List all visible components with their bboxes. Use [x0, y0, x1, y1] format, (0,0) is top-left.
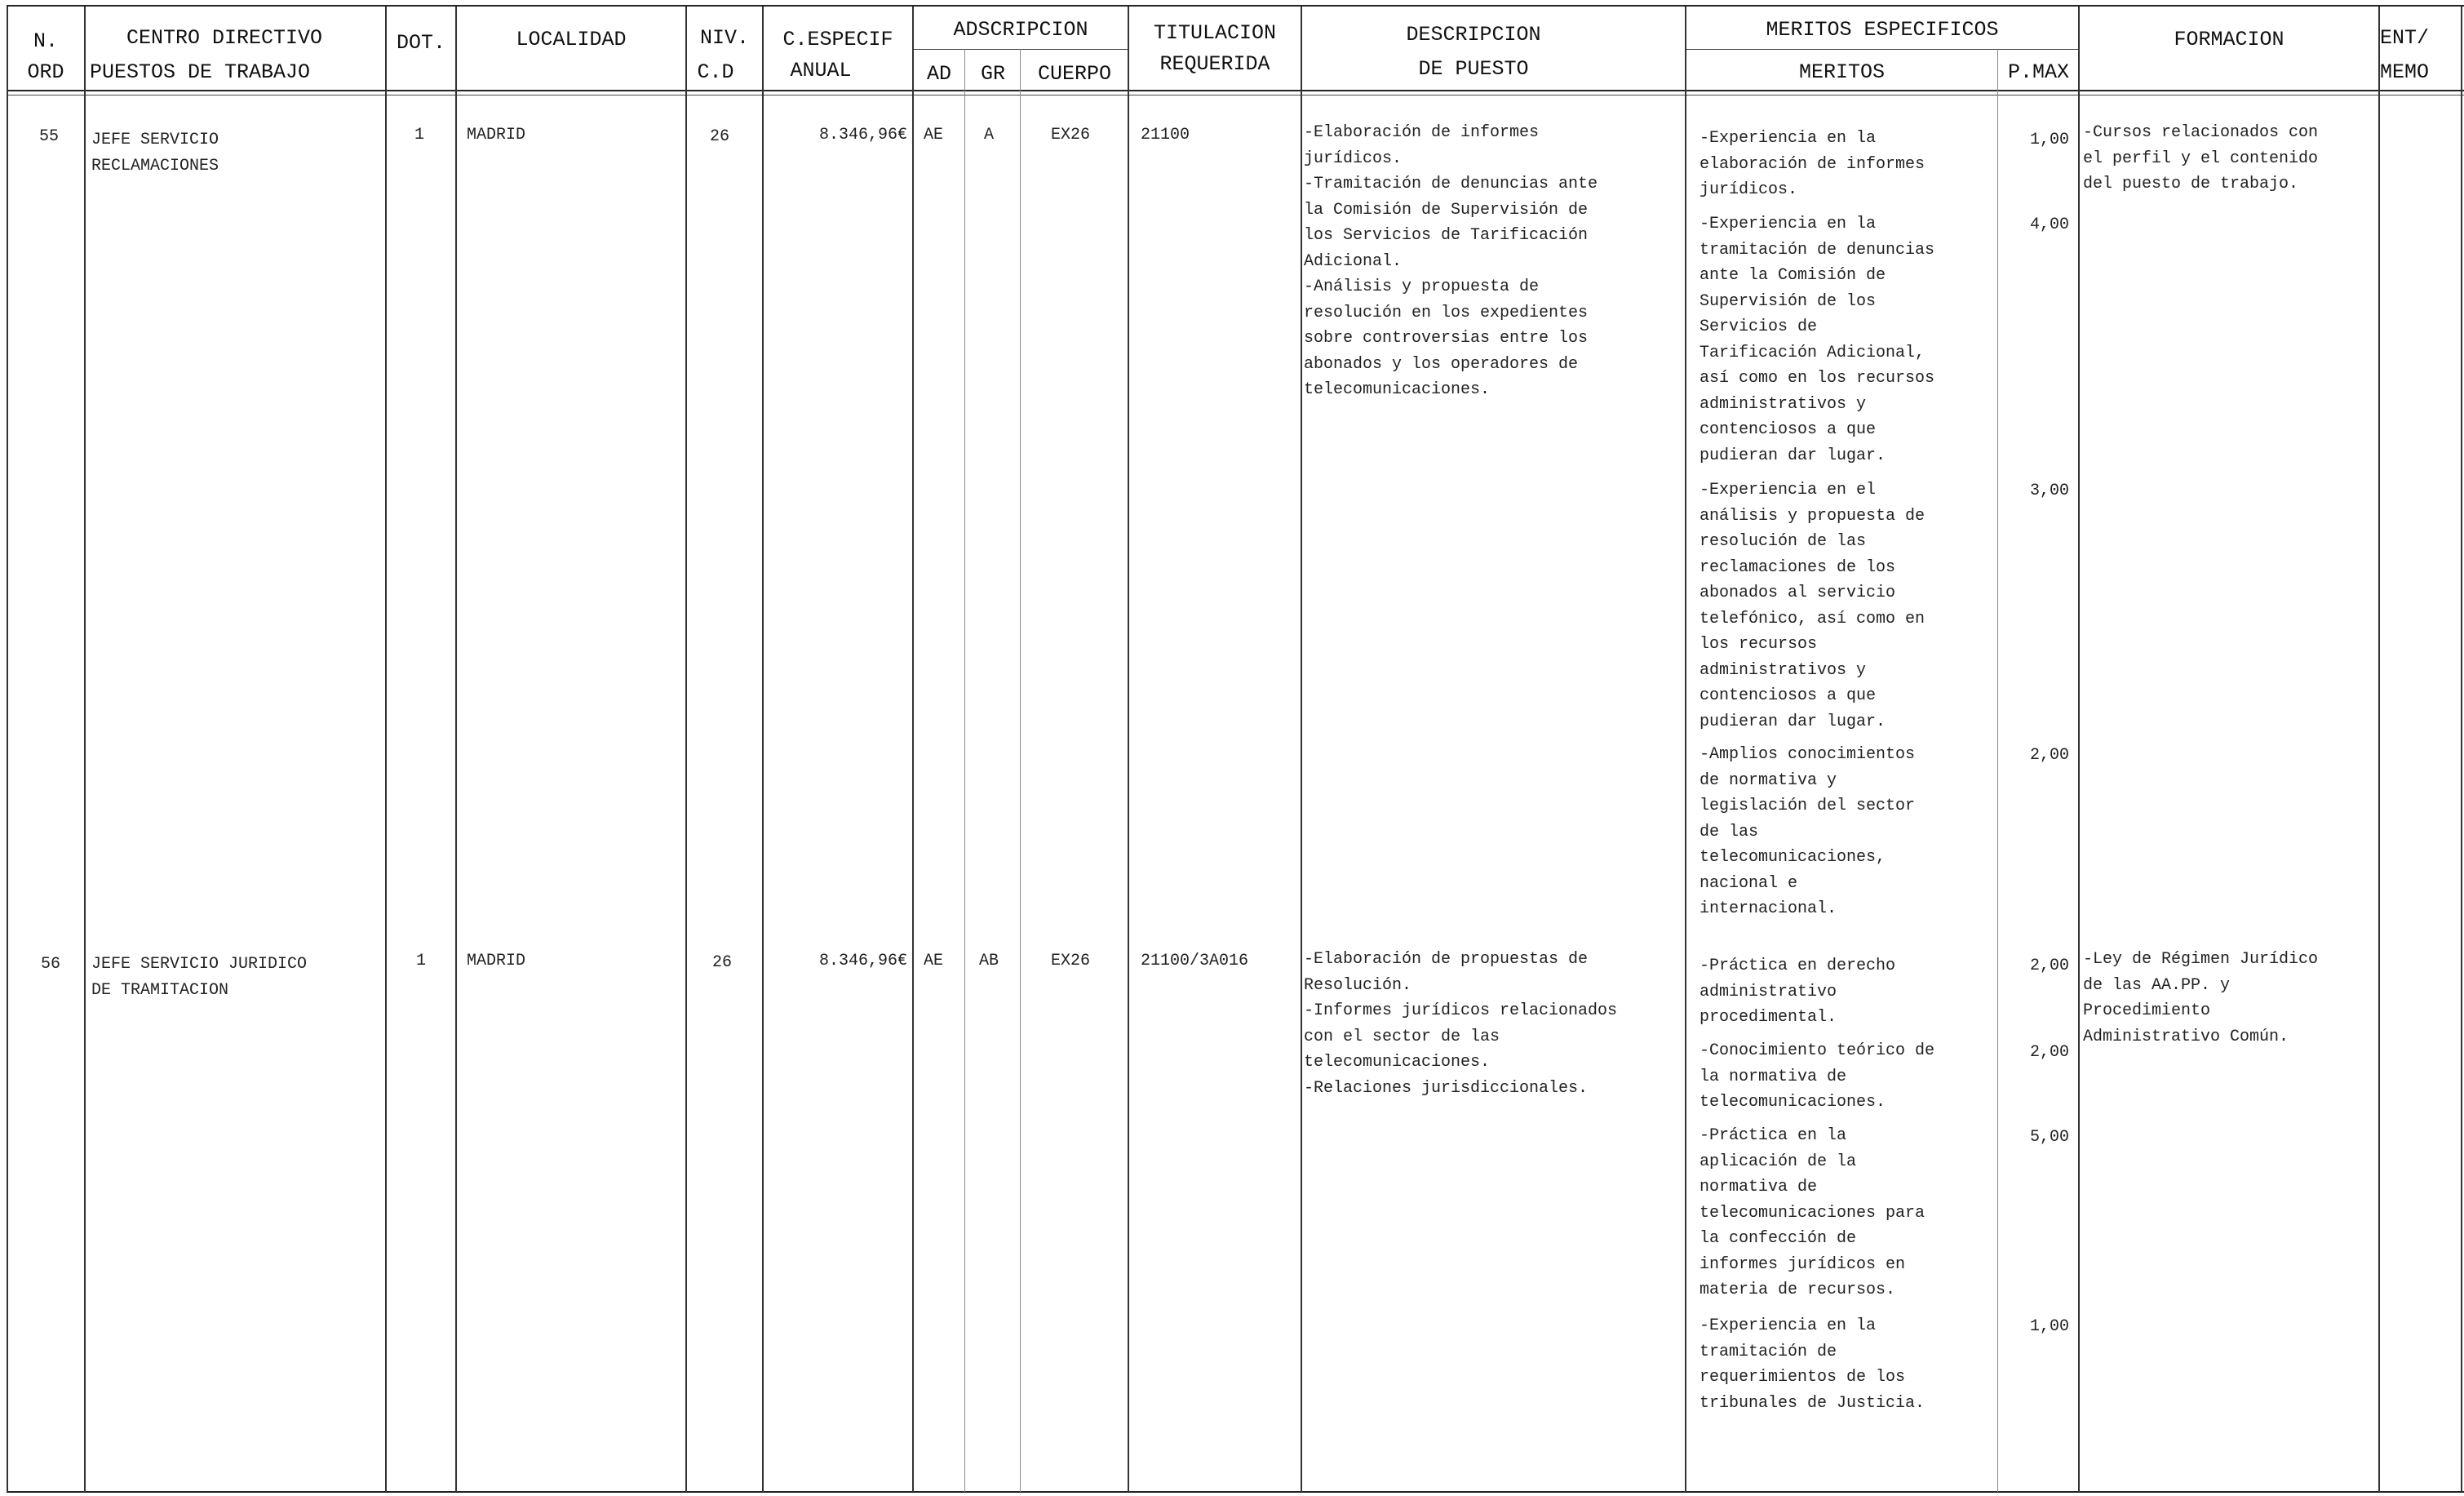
- meritos-subheader-line: [1685, 49, 2078, 50]
- col-divider-15: [2461, 7, 2462, 1492]
- header-formacion: FORMACION: [2174, 28, 2285, 51]
- merit-text: -Experiencia en la tramitación de denuncias ante la Comisión de Supervisión de los Servicios de Tarificación Adicional, así como en los recursos administrativos y contenciosos a que pudieran dar lugar.: [1700, 215, 1935, 465]
- col-divider-6: [912, 7, 914, 1492]
- header-cesp-1: C.ESPECIF: [782, 28, 893, 51]
- row-formacion: -Cursos relacionados con el perfil y el contenido del puesto de trabajo.: [2083, 123, 2319, 193]
- col-divider-3: [455, 7, 457, 1492]
- row-gr: AB: [979, 952, 999, 970]
- header-niv-1: NIV.: [699, 26, 749, 50]
- header-nord-2: ORD: [27, 60, 64, 84]
- row-ad: AE: [924, 126, 944, 144]
- row-cesp: 8.346,96€: [818, 126, 907, 144]
- row-nord: 55: [38, 127, 59, 146]
- row-dot: 1: [414, 126, 424, 144]
- row-descripcion: -Elaboración de propuestas de Resolución. -Informes jurídicos relacionados con el sector de las telecomunicaciones. -Relaciones jurisdiccionales.: [1304, 950, 1618, 1098]
- merit-pmax: 5,00: [2029, 1128, 2069, 1147]
- merit-text: -Práctica en la aplicación de la normativa de telecomunicaciones para la confección de informes jurídicos en materia de recursos.: [1700, 1126, 1926, 1299]
- col-divider-14: [2378, 7, 2380, 1492]
- header-nord-1: N.: [33, 29, 58, 53]
- row-formacion: -Ley de Régimen Jurídico de las AA.PP. y Procedimiento Administrativo Común.: [2083, 950, 2319, 1046]
- header-descripcion-2: DE PUESTO: [1418, 57, 1529, 81]
- table-top-border: [7, 5, 2464, 7]
- row-niv: 26: [709, 127, 729, 146]
- merit-pmax: 3,00: [2029, 482, 2069, 500]
- header-cesp-2: ANUAL: [790, 59, 852, 82]
- merit-pmax: 1,00: [2029, 131, 2069, 149]
- header-titulacion-1: TITULACION: [1153, 21, 1277, 45]
- header-meritos-especificos: MERITOS ESPECIFICOS: [1766, 18, 1999, 42]
- merit-text: -Experiencia en el análisis y propuesta de resolución de las reclamaciones de los abonados al servicio telefónico, así como en los recursos administrativos y contenciosos a que pudieran dar lugar.: [1700, 481, 1926, 731]
- merit-text: -Amplios conocimientos de normativa y legislación del sector de las telecomunicaciones, nacional e internacional.: [1700, 745, 1916, 918]
- header-ad: AD: [926, 62, 951, 86]
- row-centro: JEFE SERVICIO JURIDICO DE TRAMITACION: [91, 955, 308, 1000]
- col-divider-11: [1685, 7, 1686, 1492]
- header-localidad: LOCALIDAD: [516, 28, 627, 51]
- col-divider-7: [964, 49, 965, 1492]
- header-bottom-border: [7, 90, 2464, 91]
- col-divider-0: [7, 7, 8, 1492]
- col-divider-5: [762, 7, 764, 1492]
- row-cuerpo: EX26: [1051, 952, 1091, 970]
- header-titulacion-2: REQUERIDA: [1159, 52, 1270, 76]
- col-divider-9: [1128, 7, 1129, 1492]
- header-centro-1: CENTRO DIRECTIVO: [126, 26, 323, 50]
- header-gr: GR: [980, 62, 1005, 86]
- header-ent-1: ENT/: [2380, 26, 2430, 50]
- row-cuerpo: EX26: [1051, 126, 1091, 144]
- merit-text: -Experiencia en la elaboración de informes jurídicos.: [1700, 129, 1926, 199]
- merit-pmax: 2,00: [2029, 957, 2069, 975]
- row-gr: A: [984, 126, 995, 144]
- header-ent-2: MEMO: [2380, 60, 2430, 84]
- row-titulacion: 21100: [1141, 126, 1190, 144]
- row-niv: 26: [711, 953, 732, 972]
- merit-text: -Conocimiento teórico de la normativa de telecomunicaciones.: [1700, 1041, 1935, 1112]
- table-bottom-border: [7, 1491, 2464, 1493]
- header-cuerpo: CUERPO: [1037, 62, 1111, 86]
- row-cesp: 8.346,96€: [818, 952, 907, 970]
- header-meritos: MERITOS: [1798, 60, 1886, 84]
- col-divider-13: [2078, 7, 2080, 1492]
- row-titulacion: 21100/3A016: [1141, 952, 1249, 970]
- row-centro: JEFE SERVICIO RECLAMACIONES: [91, 131, 219, 175]
- merit-pmax: 1,00: [2029, 1317, 2069, 1336]
- col-divider-1: [84, 7, 86, 1492]
- row-descripcion: -Elaboración de informes jurídicos. -Tramitación de denuncias ante la Comisión de Supervisión de los Servicios de Tarificación Adicional. -Análisis y propuesta de resolución en los expedientes sobre controversias entre los abonados y los operadores de telecomunicaciones.: [1304, 123, 1598, 399]
- row-nord: 56: [40, 955, 60, 974]
- merit-pmax: 2,00: [2029, 1043, 2069, 1062]
- header-dot: DOT.: [396, 31, 445, 55]
- header-adscripcion: ADSCRIPCION: [953, 18, 1088, 42]
- merit-pmax: 4,00: [2029, 215, 2069, 234]
- row-ad: AE: [924, 952, 944, 970]
- merit-text: -Experiencia en la tramitación de requerimientos de los tribunales de Justicia.: [1700, 1316, 1926, 1413]
- col-divider-2: [385, 7, 387, 1492]
- header-niv-2: C.D: [697, 60, 734, 84]
- col-divider-8: [1020, 49, 1021, 1492]
- header-pmax: P.MAX: [2007, 60, 2069, 84]
- header-centro-2: PUESTOS DE TRABAJO: [90, 60, 311, 84]
- row-dot: 1: [415, 952, 426, 970]
- col-divider-4: [685, 7, 687, 1492]
- row-localidad: MADRID: [467, 952, 526, 970]
- header-descripcion-1: DESCRIPCION: [1406, 23, 1541, 47]
- merit-pmax: 2,00: [2029, 746, 2069, 765]
- col-divider-12: [1997, 49, 1998, 1492]
- col-divider-10: [1301, 7, 1302, 1492]
- merit-text: -Práctica en derecho administrativo procedimental.: [1700, 957, 1896, 1027]
- row-localidad: MADRID: [467, 126, 526, 144]
